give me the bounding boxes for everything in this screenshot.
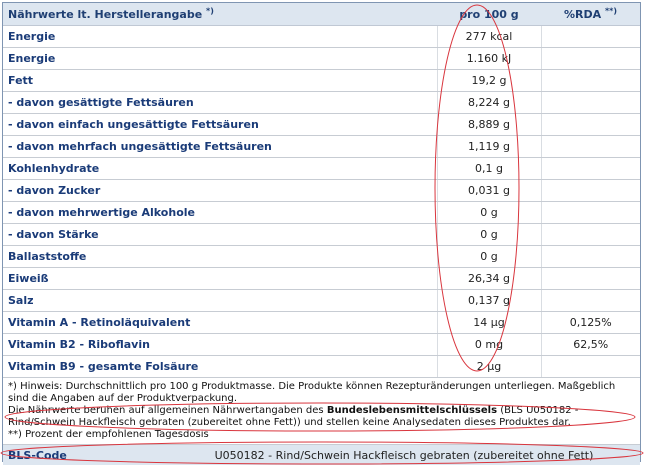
rda-value [541, 136, 640, 158]
rda-value [541, 202, 640, 224]
bls-code-label: BLS-Code [8, 448, 67, 462]
table-row [3, 180, 640, 202]
per-100g-value: 26,34 g [437, 268, 541, 290]
nutrient-name: Energie [3, 26, 437, 48]
footnotes [3, 378, 640, 445]
nutrient-name: - davon Zucker [3, 180, 437, 202]
per-100g-value: 0 mg [437, 334, 541, 356]
rda-value [541, 246, 640, 268]
table-row [3, 312, 640, 334]
per-100g-value: 2 µg [437, 356, 541, 378]
table-row [3, 158, 640, 180]
footnote-rda: **) Prozent der empfohlenen Tagesdosis [8, 429, 209, 440]
nutrient-name: Ballaststoffe [3, 246, 437, 268]
column-header-per-100g: pro 100 g [437, 3, 541, 26]
per-100g-value: 1,119 g [437, 136, 541, 158]
table-row [3, 290, 640, 312]
per-100g-value: 8,224 g [437, 92, 541, 114]
table-row [3, 202, 640, 224]
rda-value: 0,125% [541, 312, 640, 334]
rda-value [541, 26, 640, 48]
nutrient-name: Vitamin B9 - gesamte Folsäure [3, 356, 437, 378]
rda-value [541, 180, 640, 202]
table-row [3, 48, 640, 70]
nutrient-name: - davon mehrwertige Alkohole [3, 202, 437, 224]
table-row [3, 136, 640, 158]
rda-value [541, 158, 640, 180]
footnote-hint: *) Hinweis: Durchschnittlich pro 100 g Produktmasse. Die Produkte können Rezepturänderungen unterliegen. Maßgeblich sind die Angaben auf der Produktverpackung. [8, 381, 616, 404]
nutrient-name: Vitamin A - Retinoläquivalent [3, 312, 437, 334]
table-row [3, 268, 640, 290]
per-100g-value: 1.160 kJ [437, 48, 541, 70]
per-100g-value: 0 g [437, 224, 541, 246]
per-100g-value: 277 kcal [437, 26, 541, 48]
nutrient-name: Energie [3, 48, 437, 70]
per-100g-value: 0 g [437, 246, 541, 268]
table-row [3, 114, 640, 136]
rda-value [541, 268, 640, 290]
rda-value [541, 356, 640, 378]
per-100g-value: 0,1 g [437, 158, 541, 180]
per-100g-value: 8,889 g [437, 114, 541, 136]
table-row [3, 92, 640, 114]
per-100g-value: 14 µg [437, 312, 541, 334]
table-header-row [3, 3, 640, 26]
rda-value [541, 70, 640, 92]
nutrient-name: Kohlenhydrate [3, 158, 437, 180]
nutrient-name: Salz [3, 290, 437, 312]
nutrient-name: Fett [3, 70, 437, 92]
nutrient-name: - davon Stärke [3, 224, 437, 246]
rda-value [541, 114, 640, 136]
bls-code-row [3, 445, 640, 465]
table-row [3, 26, 640, 48]
rda-value [541, 48, 640, 70]
nutrient-name: - davon einfach ungesättigte Fettsäuren [3, 114, 437, 136]
rda-value [541, 290, 640, 312]
table-row [3, 70, 640, 92]
per-100g-value: 0,031 g [437, 180, 541, 202]
table-row [3, 224, 640, 246]
column-header-nutrient: Nährwerte lt. Herstellerangabe *) [3, 3, 437, 26]
rda-value [541, 224, 640, 246]
nutrient-name: - davon gesättigte Fettsäuren [3, 92, 437, 114]
table-row [3, 334, 640, 356]
per-100g-value: 0 g [437, 202, 541, 224]
nutrition-table [3, 3, 640, 378]
rda-value [541, 92, 640, 114]
nutrient-name: - davon mehrfach ungesättigte Fettsäuren [3, 136, 437, 158]
table-row [3, 356, 640, 378]
table-row [3, 246, 640, 268]
nutrition-panel [2, 2, 641, 462]
bls-code-value: U050182 - Rind/Schwein Hackfleisch gebraten (zubereitet ohne Fett) [214, 448, 594, 462]
nutrition-rows [3, 26, 640, 378]
per-100g-value: 0,137 g [437, 290, 541, 312]
per-100g-value: 19,2 g [437, 70, 541, 92]
nutrient-name: Vitamin B2 - Riboflavin [3, 334, 437, 356]
column-header-rda: %RDA **) [541, 3, 640, 26]
footnote-source: Die Nährwerte beruhen auf allgemeinen Nährwertangaben des Bundeslebensmittelschlüssels (BLS U050182 - Rind/Schwein Hackfleisch gebraten (zubereitet ohne Fett)) und stellen keine Analysedaten dieses Produktes dar. [8, 405, 579, 428]
rda-value: 62,5% [541, 334, 640, 356]
nutrient-name: Eiweiß [3, 268, 437, 290]
